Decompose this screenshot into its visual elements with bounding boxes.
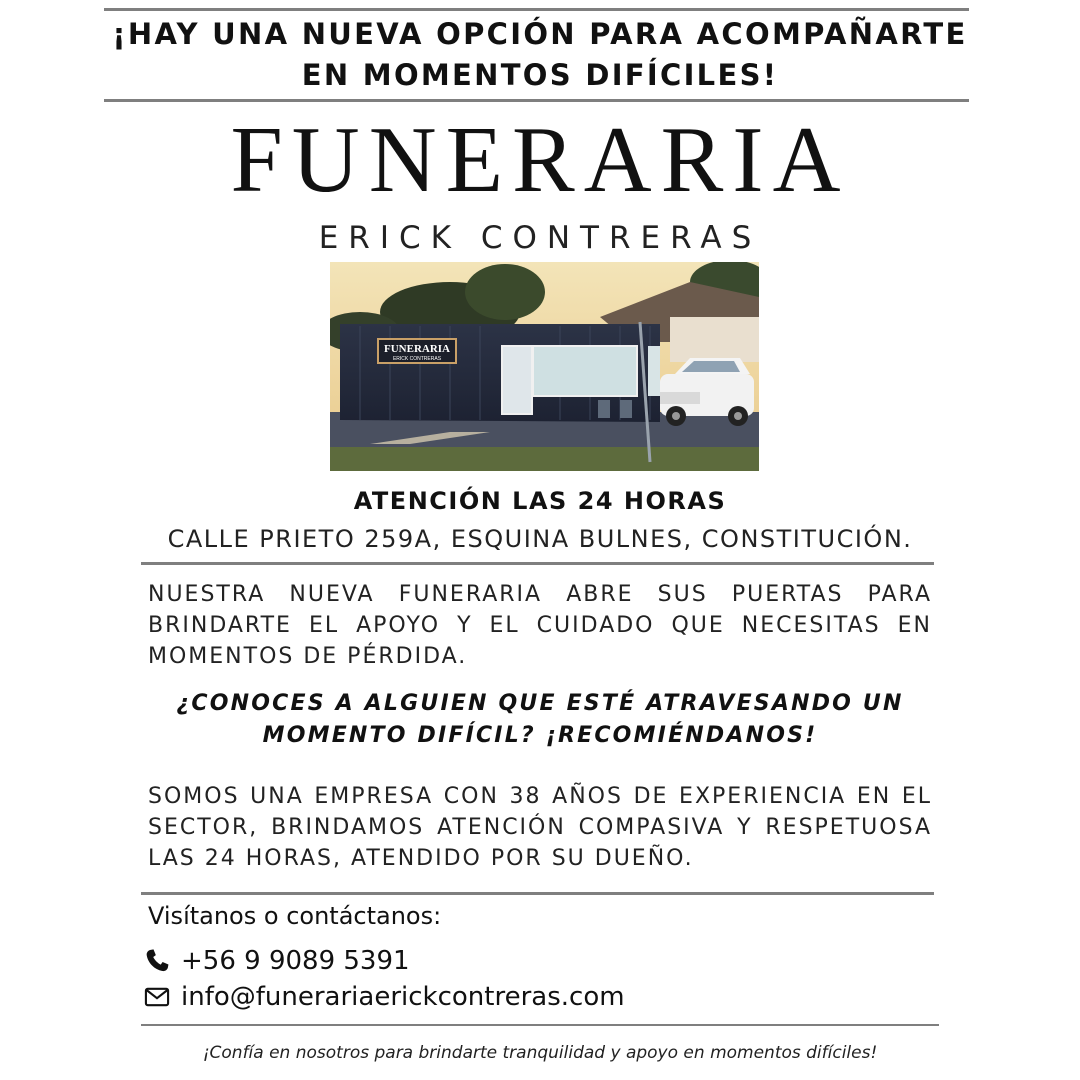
- contact-title: Visítanos o contáctanos:: [148, 902, 442, 930]
- service-address: CALLE PRIETO 259A, ESQUINA BULNES, CONSTITUCIÓN.: [167, 525, 913, 553]
- headline-line-1: ¡HAY UNA NUEVA OPCIÓN PARA ACOMPAÑARTE: [112, 17, 968, 51]
- question-line-2: MOMENTO DIFÍCIL? ¡RECOMIÉNDANOS!: [262, 723, 818, 748]
- contact-email[interactable]: info@funerariaerickcontreras.com: [181, 982, 625, 1012]
- photo-sign-name: FUNERARIA: [384, 343, 450, 355]
- service-hours: ATENCIÓN LAS 24 HORAS: [353, 487, 727, 515]
- address-rule: [141, 562, 934, 565]
- storefront-photo: [330, 262, 759, 471]
- phone-icon: [143, 947, 171, 975]
- footer-rule: [141, 1024, 939, 1026]
- brand-owner: ERICK CONTRERAS: [318, 220, 762, 256]
- brand-name: FUNERARIA: [230, 108, 850, 212]
- headline-line-2: EN MOMENTOS DIFÍCILES!: [301, 58, 779, 92]
- top-rule: [104, 8, 969, 11]
- headline: [0, 14, 1080, 96]
- contact-phone[interactable]: +56 9 9089 5391: [181, 946, 410, 976]
- contact-rule: [141, 892, 934, 895]
- footer-tagline: ¡Confía en nosotros para brindarte tranquilidad y apoyo en momentos difíciles!: [202, 1043, 878, 1063]
- photo-sign-owner: ERICK CONTRERAS: [392, 356, 442, 362]
- contact-email-row: [143, 979, 625, 1015]
- experience-paragraph: SOMOS UNA EMPRESA CON 38 AÑOS DE EXPERIENCIA EN EL SECTOR, BRINDAMOS ATENCIÓN COMPASIVA Y RESPETUOSA LAS 24 HORAS, ATENDIDO POR SU DUEÑO.: [148, 784, 932, 871]
- envelope-icon: [143, 983, 171, 1011]
- question-line-1: ¿CONOCES A ALGUIEN QUE ESTÉ ATRAVESANDO UN: [176, 691, 904, 716]
- recommend-question: [0, 688, 1080, 752]
- intro-paragraph: NUESTRA NUEVA FUNERARIA ABRE SUS PUERTAS PARA BRINDARTE EL APOYO Y EL CUIDADO QUE NECESITAS EN MOMENTOS DE PÉRDIDA.: [148, 582, 932, 669]
- contact-phone-row: [143, 943, 410, 979]
